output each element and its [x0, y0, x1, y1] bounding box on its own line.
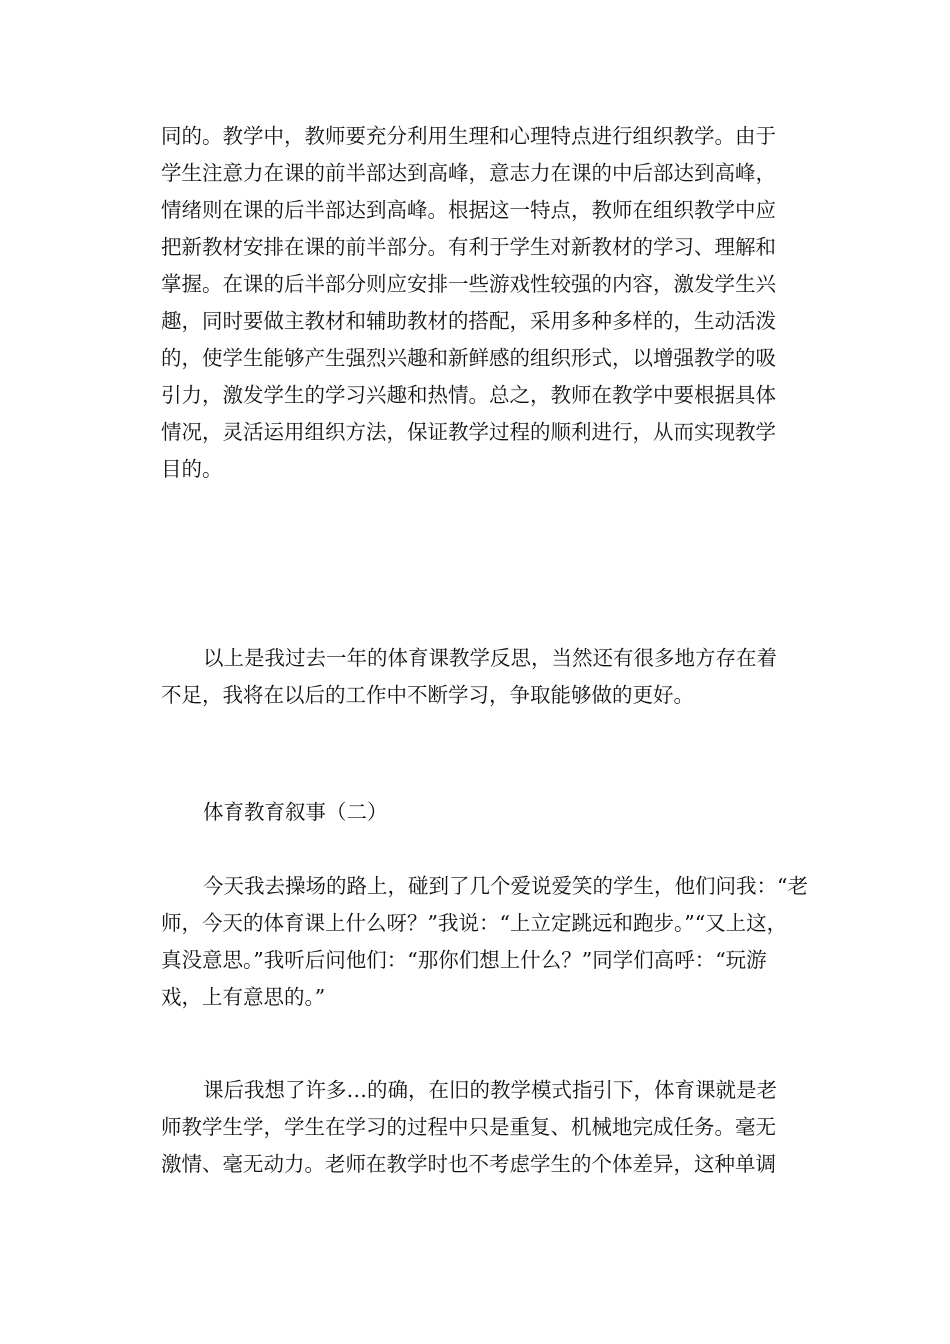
paragraph-1-line: 的，使学生能够产生强烈兴趣和新鲜感的组织形式，以增强教学的吸 [161, 346, 776, 370]
paragraph-4-line: 激情、毫无动力。老师在教学时也不考虑学生的个体差异，这种单调 [161, 1152, 776, 1176]
paragraph-3-line: 师，今天的体育课上什么呀？”我说：“上立定跳远和跑步。”“又上这， [161, 911, 788, 935]
paragraph-3-line: 真没意思。”我听后问他们：“那你们想上什么？”同学们高呼：“玩游 [161, 948, 767, 972]
paragraph-1-line: 把新教材安排在课的前半部分。有利于学生对新教材的学习、理解和 [161, 235, 776, 259]
paragraph-3-line: 戏，上有意思的。” [161, 985, 326, 1009]
paragraph-1-line: 目的。 [161, 457, 223, 481]
paragraph-3-line: 今天我去操场的路上，碰到了几个爱说爱笑的学生，他们问我：“老 [203, 874, 808, 898]
section-heading [161, 794, 801, 831]
paragraph-1-line: 趣，同时要做主教材和辅助教材的搭配，采用多种多样的，生动活泼 [161, 309, 776, 333]
paragraph-4-line: 课后我想了许多…的确，在旧的教学模式指引下，体育课就是老 [203, 1078, 777, 1102]
paragraph-1 [161, 118, 801, 488]
paragraph-4 [161, 1072, 801, 1183]
paragraph-1-line: 引力，激发学生的学习兴趣和热情。总之，教师在教学中要根据具体 [161, 383, 776, 407]
paragraph-1-line: 情况，灵活运用组织方法，保证教学过程的顺利进行，从而实现教学 [161, 420, 776, 444]
paragraph-3 [161, 868, 808, 1016]
paragraph-1-line: 学生注意力在课的前半部达到高峰，意志力在课的中后部达到高峰， [161, 161, 776, 185]
paragraph-4-line: 师教学生学，学生在学习的过程中只是重复、机械地完成任务。毫无 [161, 1115, 776, 1139]
paragraph-2-line: 不足，我将在以后的工作中不断学习，争取能够做的更好。 [161, 683, 694, 707]
section-heading-text: 体育教育叙事（二） [203, 800, 388, 824]
paragraph-2 [161, 640, 801, 714]
paragraph-1-line: 情绪则在课的后半部达到高峰。根据这一特点，教师在组织教学中应 [161, 198, 776, 222]
paragraph-2-line: 以上是我过去一年的体育课教学反思，当然还有很多地方存在着 [203, 646, 777, 670]
paragraph-1-line: 同的。教学中，教师要充分利用生理和心理特点进行组织教学。由于 [161, 124, 776, 148]
paragraph-1-line: 掌握。在课的后半部分则应安排一些游戏性较强的内容，激发学生兴 [161, 272, 776, 296]
